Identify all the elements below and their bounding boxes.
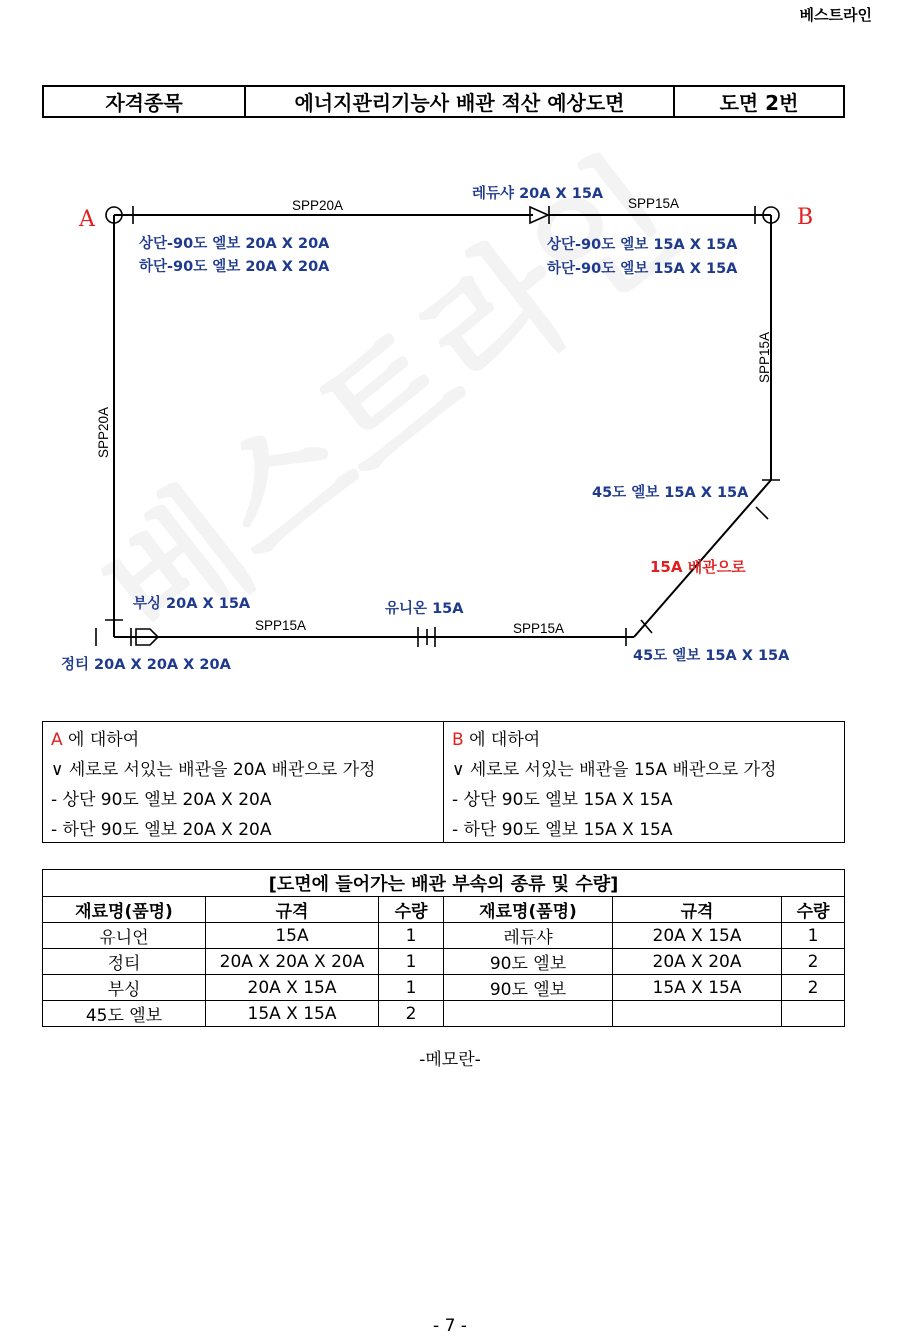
cell: 2 (782, 975, 845, 1001)
cell (782, 1001, 845, 1027)
col-header: 규격 (206, 897, 379, 923)
table-row (43, 949, 845, 975)
note-b-line1: ∨ 세로로 서있는 배관을 15A 배관으로 가정 (444, 752, 845, 782)
note-b-title: B 에 대하여 (444, 722, 845, 753)
note-b-line3: - 하단 90도 엘보 15A X 15A (444, 812, 845, 843)
brand-name: 베스트라인 (799, 6, 872, 24)
bushing-label: 부싱 20A X 15A (133, 596, 251, 612)
assumption-notes (42, 721, 845, 843)
col-header: 수량 (782, 897, 845, 923)
header-drawing-number: 도면 2번 (674, 86, 844, 117)
elbow45-top-label: 45도 엘보 15A X 15A (592, 485, 749, 501)
cell: 2 (782, 949, 845, 975)
cell: 1 (379, 923, 444, 949)
col-header: 재료명(품명) (43, 897, 206, 923)
cell: 2 (379, 1001, 444, 1027)
red-note: 15A 배관으로 (650, 558, 746, 576)
note-a-line1: ∨ 세로로 서있는 배관을 20A 배관으로 가정 (43, 752, 444, 782)
a-lower-elbow-label: 하단-90도 엘보 20A X 20A (139, 259, 330, 275)
parts-table-title: [도면에 들어가는 배관 부속의 종류 및 수량] (43, 870, 845, 897)
cell: 유니언 (43, 923, 206, 949)
cell: 정티 (43, 949, 206, 975)
point-a-label: A (79, 207, 95, 232)
pipe-label-top-right: SPP15A (628, 196, 680, 211)
union-label: 유니온 15A (385, 601, 464, 617)
header-title: 에너지관리기능사 배관 적산 예상도면 (245, 86, 674, 117)
reducer-label: 레듀샤 20A X 15A (472, 186, 604, 202)
table-row (43, 975, 845, 1001)
cell: 90도 엘보 (444, 949, 613, 975)
cell: 부싱 (43, 975, 206, 1001)
cell: 20A X 15A (613, 923, 782, 949)
cell: 20A X 20A X 20A (206, 949, 379, 975)
point-b-label: B (797, 205, 814, 230)
note-a-line3: - 하단 90도 엘보 20A X 20A (43, 812, 444, 843)
cell: 15A (206, 923, 379, 949)
cell: 15A X 15A (206, 1001, 379, 1027)
cell: 45도 엘보 (43, 1001, 206, 1027)
parts-table (42, 869, 845, 1027)
pipe-label-bottom-left: SPP15A (255, 618, 307, 633)
page-number: - 7 - (433, 1316, 467, 1336)
watermark (74, 130, 707, 675)
b-lower-elbow-label: 하단-90도 엘보 15A X 15A (547, 261, 738, 277)
pipe-label-right: SPP15A (757, 331, 772, 383)
table-row (43, 923, 845, 949)
cell (613, 1001, 782, 1027)
cell: 20A X 15A (206, 975, 379, 1001)
cell (444, 1001, 613, 1027)
header-subject-label: 자격종목 (43, 86, 245, 117)
col-header: 규격 (613, 897, 782, 923)
cell: 15A X 15A (613, 975, 782, 1001)
col-header: 재료명(품명) (444, 897, 613, 923)
note-b-line2: - 상단 90도 엘보 15A X 15A (444, 782, 845, 812)
cell: 레듀샤 (444, 923, 613, 949)
note-a-title: A 에 대하여 (43, 722, 444, 753)
elbow45-bottom-label: 45도 엘보 15A X 15A (633, 648, 790, 664)
b-upper-elbow-label: 상단-90도 엘보 15A X 15A (547, 237, 738, 253)
pipe-label-left: SPP20A (96, 406, 111, 458)
note-a-line2: - 상단 90도 엘보 20A X 20A (43, 782, 444, 812)
cell: 20A X 20A (613, 949, 782, 975)
pipe-label-bottom-right: SPP15A (513, 621, 565, 636)
tee-label: 정티 20A X 20A X 20A (61, 657, 231, 673)
cell: 1 (379, 975, 444, 1001)
cell: 1 (782, 923, 845, 949)
col-header: 수량 (379, 897, 444, 923)
table-row (43, 1001, 845, 1027)
cell: 90도 엘보 (444, 975, 613, 1001)
memo-heading: -메모란- (419, 1050, 481, 1070)
cell: 1 (379, 949, 444, 975)
a-upper-elbow-label: 상단-90도 엘보 20A X 20A (139, 236, 330, 252)
pipe-label-top-left: SPP20A (292, 198, 344, 213)
